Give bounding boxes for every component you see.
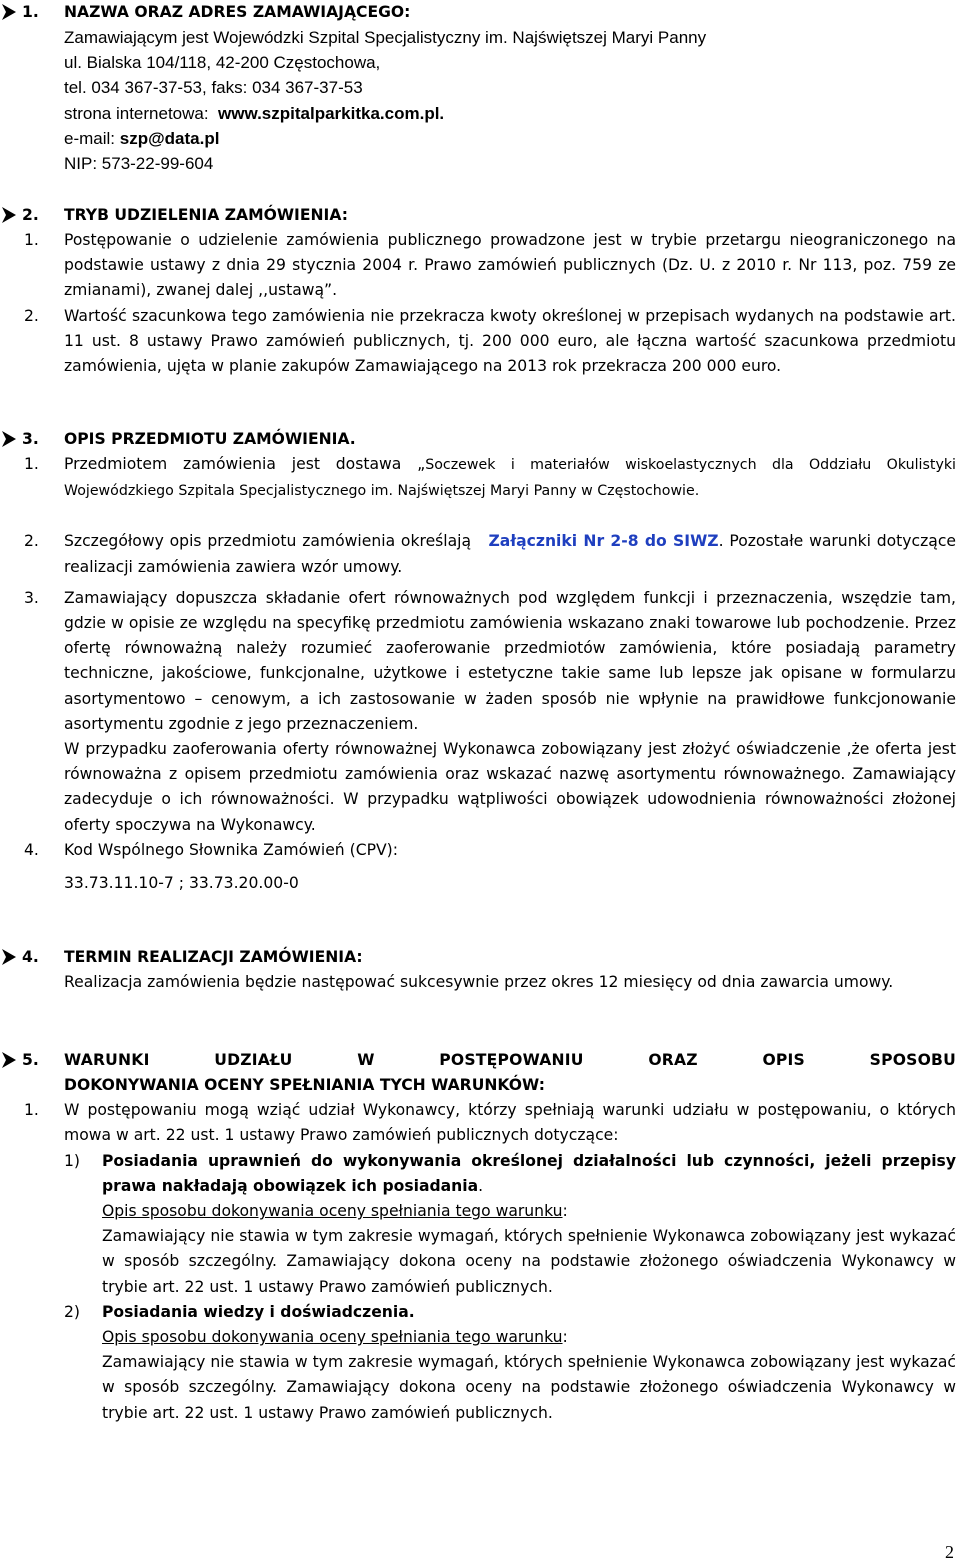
attachments-link[interactable]: Załączniki Nr 2-8 do SIWZ <box>488 532 719 551</box>
sub-item-dot: . <box>478 1176 484 1195</box>
item-paragraph: W przypadku zaoferowania oferty równoważnej Wykonawca zobowiązany jest złożyć oświadczenie ,że oferta jest równoważna z opisem przedmiotu zamówienia oraz wskazać nazwę asortymentu równoważnego. Zamawiający zadecyduje o ich równoważności. W przypadku wątpliwości obowiązek udowodnienia równoważności złożonej oferty spoczywa na Wykonawcy. <box>64 740 956 834</box>
section-title: NAZWA ORAZ ADRES ZAMAWIAJĄCEGO: <box>64 3 411 21</box>
sub-item-title: Posiadania uprawnień do wykonywania określonej działalności lub czynności, jeżeli przepisy prawa nakładają obowiązek ich posiadania <box>102 1151 956 1195</box>
nip-line: NIP: 573-22-99-604 <box>64 154 214 174</box>
section-1 <box>0 0 960 176</box>
section-1-header <box>0 0 960 25</box>
section-5-header <box>0 1048 960 1073</box>
item-number: 1. <box>24 231 39 249</box>
condition-label: Opis sposobu dokonywania oceny spełniania tego warunku <box>102 1202 563 1221</box>
item-text: Zamawiający dopuszcza składanie ofert równoważnych pod względem funkcji i przeznaczenia, wszędzie tam, gdzie w opisie ze względu na specyfikę przedmiotu zamówienia wskazano znaki towarowe lub pochodzenie. Przez ofertę równoważną należy rozumieć zaoferowanie przedmiotów zamówienia, które posiadają parametry techniczne, jakościowe, funkcjonalne, użytkowe i estetyczne takie same lub lepsze jak opisane w formularzu asortymentowo – cenowym, a ich zastosowanie w żaden sposób nie wpłynie na prawidłowe funkcjonowanie asortymentu zgodnie z jego przeznaczeniem. <box>64 588 956 733</box>
item-text: Kod Wspólnego Słownika Zamówień (CPV): <box>64 840 399 859</box>
section-bullet-icon <box>0 204 18 226</box>
section-3 <box>0 427 960 896</box>
condition-label: Opis sposobu dokonywania oceny spełniania tego warunku <box>102 1328 563 1347</box>
section-title: TRYB UDZIELENIA ZAMÓWIENIA: <box>64 206 348 224</box>
sub-list-item <box>0 1300 960 1426</box>
condition-text: Zamawiający nie stawia w tym zakresie wymagań, których spełnienie Wykonawca zobowiązany jest wykazać w sposób szczególny. Zamawiający dokona oceny na podstawie złożonego oświadczenia Wykonawcy w trybie art. 22 ust. 1 ustawy Prawo zamówień publicznych. <box>102 1353 956 1422</box>
item-number: 3. <box>24 588 39 607</box>
page-number: 2 <box>945 1542 954 1562</box>
item-text: Postępowanie o udzielenie zamówienia publicznego prowadzone jest w trybie przetargu nieograniczonego na podstawie ustawy z dnia 29 stycznia 2004 r. Prawo zamówień publicznych (Dz. U. z 2010 r. Nr 113, poz. 759 ze zmianami), zwanej dalej ,,ustawą”. <box>64 231 956 300</box>
condition-label-line <box>102 1199 956 1224</box>
condition-colon: : <box>562 1202 568 1221</box>
address-block <box>64 25 956 176</box>
list-item <box>0 838 960 863</box>
item-number: 2. <box>24 306 39 325</box>
list-item <box>0 586 960 838</box>
item-subject: Soczewek i materiałów wiskoelastycznych dla Oddziału Okulistyki Wojewódzkiego Szpitala Specjalistycznego im. Najświętszej Maryi Panny w Częstochowie. <box>64 457 956 500</box>
list-item <box>0 1098 960 1148</box>
section-2-header <box>0 203 960 228</box>
section-number: 1. <box>22 3 39 21</box>
item-text: Szczegółowy opis przedmiotu zamówienia określają <box>64 532 472 551</box>
section-bullet-icon <box>0 1 18 23</box>
item-number: 4. <box>24 840 39 859</box>
list-item <box>0 452 960 504</box>
condition-colon: : <box>562 1328 568 1347</box>
sub-item-title: Posiadania wiedzy i doświadczenia. <box>102 1302 415 1321</box>
list-item <box>0 304 960 380</box>
section-bullet-icon <box>0 946 18 968</box>
address-line: ul. Bialska 104/118, 42-200 Częstochowa, <box>64 53 381 73</box>
website-dot: . <box>439 103 445 123</box>
item-text: Przedmiotem zamówienia jest dostawa „ <box>64 455 426 473</box>
section-number: 5. <box>22 1051 39 1069</box>
section-bullet-icon <box>0 1049 18 1071</box>
list-item <box>0 228 960 304</box>
item-number: 1. <box>24 455 39 473</box>
section-title: WARUNKI UDZIAŁU W POSTĘPOWANIU ORAZ OPIS SPOSOBU <box>64 1051 956 1069</box>
address-line: tel. 034 367-37-53, faks: 034 367-37-53 <box>64 78 363 98</box>
condition-label-line <box>102 1325 956 1350</box>
section-4-header <box>0 945 960 970</box>
section-3-header <box>0 427 960 452</box>
section-text: Realizacja zamówienia będzie następować sukcesywnie przez okres 12 miesięcy od dnia zawarcia umowy. <box>64 973 894 991</box>
sub-item-number: 1) <box>64 1151 81 1170</box>
section-title-continued: DOKONYWANIA OCENY SPEŁNIANIA TYCH WARUNKÓW: <box>64 1076 545 1094</box>
section-5 <box>0 1048 960 1426</box>
item-number: 2. <box>24 532 39 551</box>
section-bullet-icon <box>0 428 18 450</box>
item-number: 1. <box>24 1101 39 1120</box>
section-2 <box>0 203 960 379</box>
email-label: e-mail: <box>64 128 116 148</box>
website-label: strona internetowa: <box>64 103 209 123</box>
item-text: . Pozostałe warunki dotyczące realizacji zamówienia zawiera wzór umowy. <box>64 532 957 576</box>
sub-item-number: 2) <box>64 1302 81 1321</box>
sub-list-item <box>0 1149 960 1300</box>
website-line <box>64 101 956 126</box>
section-title: OPIS PRZEDMIOTU ZAMÓWIENIA. <box>64 430 356 448</box>
item-text: W postępowaniu mogą wziąć udział Wykonawcy, którzy spełniają warunki udziału w postępowaniu, o których mowa w art. 22 ust. 1 ustawy Prawo zamówień publicznych dotyczące: <box>64 1101 956 1145</box>
section-4 <box>0 945 960 995</box>
email-line <box>64 126 956 151</box>
website-link[interactable]: www.szpitalparkitka.com.pl <box>218 103 440 123</box>
section-title: TERMIN REALIZACJI ZAMÓWIENIA: <box>64 948 363 966</box>
section-number: 2. <box>22 206 39 224</box>
section-number: 3. <box>22 430 39 448</box>
condition-text: Zamawiający nie stawia w tym zakresie wymagań, których spełnienie Wykonawca zobowiązany jest wykazać w sposób szczególny. Zamawiający dokona oceny na podstawie złożonego oświadczenia Wykonawcy w trybie art. 22 ust. 1 ustawy Prawo zamówień publicznych. <box>102 1227 956 1296</box>
cpv-codes: 33.73.11.10-7 ; 33.73.20.00-0 <box>64 874 299 893</box>
list-item <box>0 529 960 579</box>
item-text: Wartość szacunkowa tego zamówienia nie przekracza kwoty określonej w przepisach wydanych na podstawie art. 11 ust. 8 ustawy Prawo zamówień publicznych, tj. 200 000 euro, ale łączna wartość szacunkowa przedmiotu zamówienia, ujęta w planie zakupów Zamawiającego na 2013 rok przekracza 200 000 euro. <box>64 306 956 376</box>
email-link[interactable]: szp@data.pl <box>119 128 220 148</box>
address-line: Zamawiającym jest Wojewódzki Szpital Specjalistyczny im. Najświętszej Maryi Panny <box>64 28 707 47</box>
section-number: 4. <box>22 948 39 966</box>
